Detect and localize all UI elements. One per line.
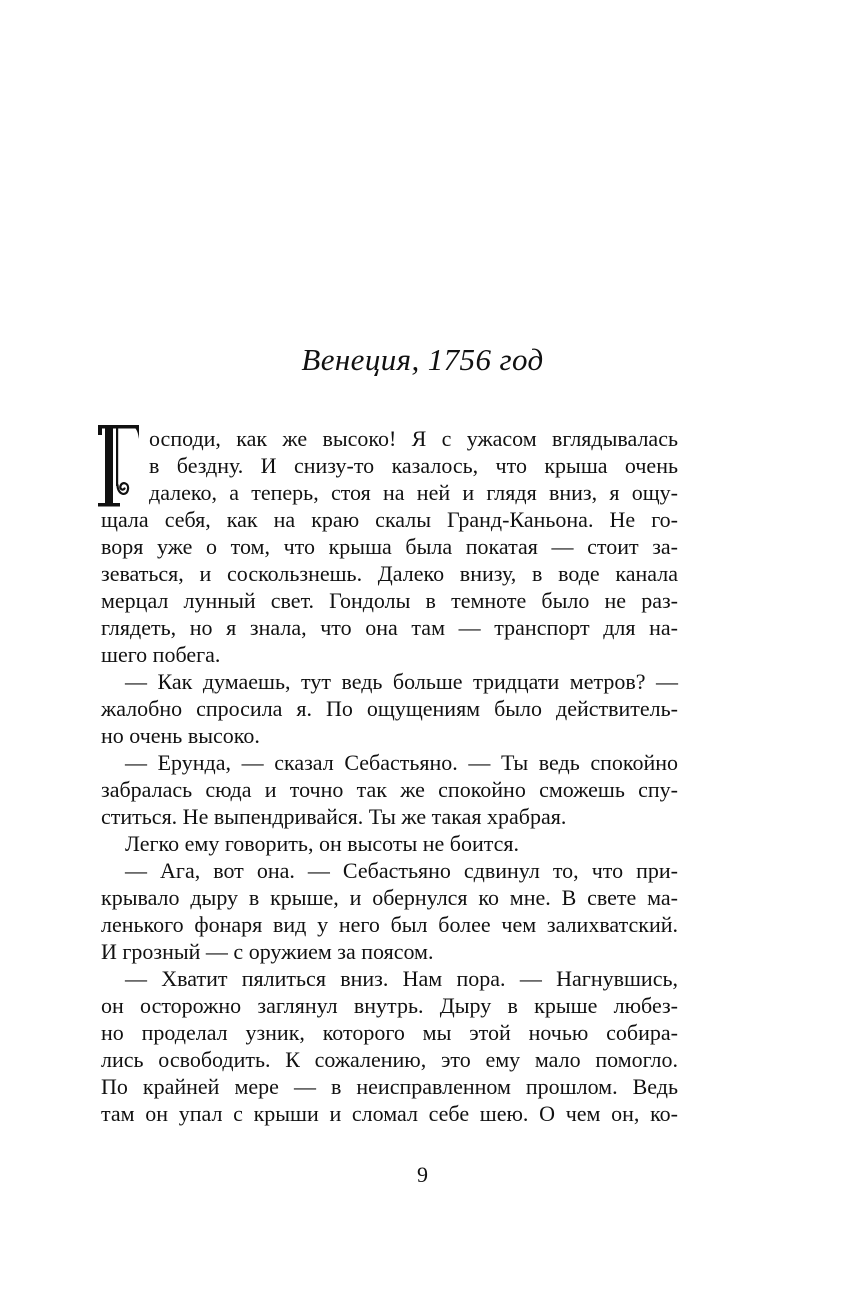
text-line: крывало дыру в крыше, и обернулся ко мне. В свете ма- [101,885,678,910]
text-line: забралась сюда и точно так же спокойно сможешь спу- [101,777,678,802]
text-line: он осторожно заглянул внутрь. Дыру в крыше любез- [101,993,678,1018]
text-line: глядеть, но я знала, что она там — транспорт для на- [101,615,678,640]
text-line: По крайней мере — в неисправленном прошлом. Ведь [101,1074,678,1099]
text-line: Легко ему говорить, он высоты не боится. [125,831,520,856]
text-line: но очень высоко. [101,723,260,748]
text-line: ститься. Не выпендривайся. Ты же такая храбрая. [101,804,567,829]
text-line: щала себя, как на краю скалы Гранд-Каньона. Не го- [101,507,678,532]
page-number: 9 [417,1162,428,1187]
text-line: но проделал узник, которого мы этой ночью собира- [101,1020,678,1045]
text-line: шего побега. [101,642,221,667]
text-line: в бездну. И снизу-то казалось, что крыша очень [149,453,678,478]
text-line: зеваться, и соскользнешь. Далеко внизу, в воде канала [101,561,678,586]
text-line: — Хватит пялиться вниз. Нам пора. — Нагнувшись, [125,966,678,991]
chapter-title: Венеция, 1756 год [301,342,544,377]
drop-cap-letter [97,425,141,507]
text-line: далеко, а теперь, стоя на ней и глядя вниз, я ощу- [149,480,678,505]
text-line: — Как думаешь, тут ведь больше тридцати метров? — [125,669,678,694]
text-line: мерцал лунный свет. Гондолы в темноте было не раз- [101,588,678,613]
text-line: осподи, как же высоко! Я с ужасом вглядывалась [149,426,678,451]
text-line: — Ага, вот она. — Себастьяно сдвинул то, что при- [125,858,678,883]
text-line: — Ерунда, — сказал Себастьяно. — Ты ведь спокойно [125,750,678,775]
text-line: лись освободить. К сожалению, это ему мало помогло. [101,1047,678,1072]
text-line: ленького фонаря вид у него был более чем залихватский. [101,912,678,937]
text-line: воря уже о том, что крыша была покатая — стоит за- [101,534,678,559]
text-line: там он упал с крыши и сломал себе шею. О чем он, ко- [101,1101,678,1126]
text-line: И грозный — с оружием за поясом. [101,939,434,964]
text-line: жалобно спросила я. По ощущениям было действитель- [101,696,678,721]
